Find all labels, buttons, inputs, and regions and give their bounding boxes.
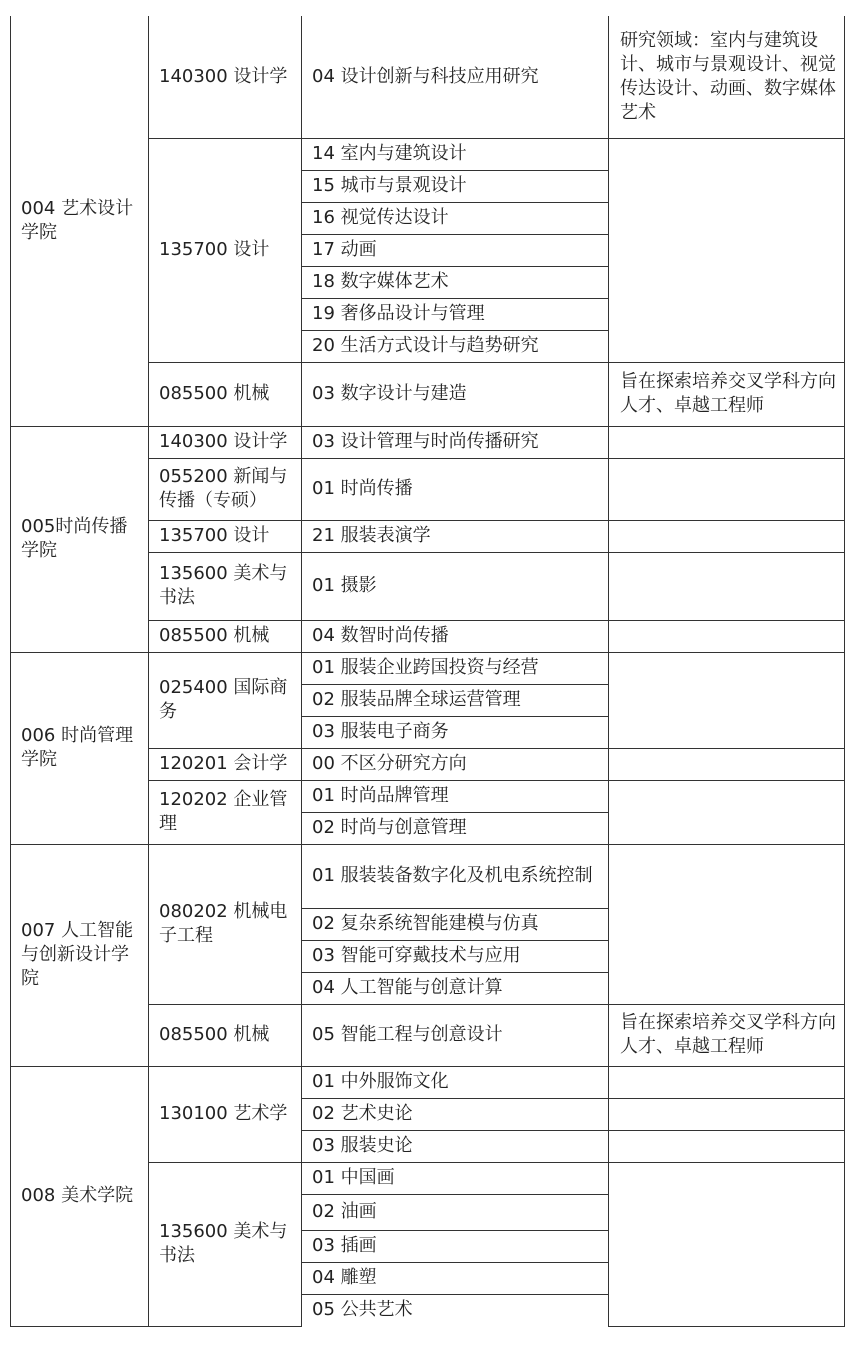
note-cell	[609, 458, 845, 520]
direction-cell: 18 数字媒体艺术	[302, 266, 609, 298]
direction-cell: 03 数字设计与建造	[302, 362, 609, 426]
college-cell: 008 美术学院	[11, 1066, 149, 1326]
direction-cell: 01 服装装备数字化及机电系统控制	[302, 844, 609, 908]
college-cell: 004 艺术设计学院	[11, 16, 149, 426]
note-cell	[609, 1162, 845, 1326]
note-cell	[609, 1098, 845, 1130]
direction-cell: 00 不区分研究方向	[302, 748, 609, 780]
note-cell	[609, 620, 845, 652]
note-cell	[609, 1066, 845, 1098]
direction-cell: 15 城市与景观设计	[302, 170, 609, 202]
direction-cell: 02 服装品牌全球运营管理	[302, 684, 609, 716]
major-cell: 135700 设计	[149, 520, 302, 552]
direction-cell: 02 艺术史论	[302, 1098, 609, 1130]
direction-cell: 01 中国画	[302, 1162, 609, 1194]
note-cell: 旨在探索培养交叉学科方向人才、卓越工程师	[609, 1004, 845, 1066]
college-cell: 006 时尚管理学院	[11, 652, 149, 844]
direction-cell: 02 复杂系统智能建模与仿真	[302, 908, 609, 940]
direction-cell: 04 数智时尚传播	[302, 620, 609, 652]
major-cell: 085500 机械	[149, 620, 302, 652]
note-cell	[609, 748, 845, 780]
major-cell: 025400 国际商务	[149, 652, 302, 748]
note-cell	[609, 520, 845, 552]
college-cell: 007 人工智能与创新设计学院	[11, 844, 149, 1066]
direction-cell: 03 插画	[302, 1230, 609, 1262]
direction-cell: 05 智能工程与创意设计	[302, 1004, 609, 1066]
note-cell	[609, 652, 845, 748]
direction-cell: 14 室内与建筑设计	[302, 138, 609, 170]
direction-cell: 03 服装史论	[302, 1130, 609, 1162]
direction-cell: 01 时尚传播	[302, 458, 609, 520]
note-cell	[609, 138, 845, 362]
note-cell: 研究领域：室内与建筑设计、城市与景观设计、视觉传达设计、动画、数字媒体艺术	[609, 16, 845, 138]
direction-cell: 17 动画	[302, 234, 609, 266]
direction-cell: 03 服装电子商务	[302, 716, 609, 748]
note-cell	[609, 844, 845, 1004]
note-cell	[609, 1130, 845, 1162]
direction-cell: 04 雕塑	[302, 1262, 609, 1294]
direction-cell: 16 视觉传达设计	[302, 202, 609, 234]
direction-cell: 04 设计创新与科技应用研究	[302, 16, 609, 138]
college-cell: 005时尚传播学院	[11, 426, 149, 652]
major-cell: 140300 设计学	[149, 426, 302, 458]
enrollment-table	[10, 16, 845, 1327]
direction-cell: 01 服装企业跨国投资与经营	[302, 652, 609, 684]
direction-cell: 19 奢侈品设计与管理	[302, 298, 609, 330]
direction-cell: 03 设计管理与时尚传播研究	[302, 426, 609, 458]
major-cell: 085500 机械	[149, 1004, 302, 1066]
major-cell: 080202 机械电子工程	[149, 844, 302, 1004]
direction-cell: 04 人工智能与创意计算	[302, 972, 609, 1004]
direction-cell: 02 时尚与创意管理	[302, 812, 609, 844]
direction-cell: 21 服装表演学	[302, 520, 609, 552]
direction-cell: 05 公共艺术	[302, 1294, 609, 1326]
note-cell: 旨在探索培养交叉学科方向人才、卓越工程师	[609, 362, 845, 426]
major-cell: 130100 艺术学	[149, 1066, 302, 1162]
note-cell	[609, 426, 845, 458]
major-cell: 085500 机械	[149, 362, 302, 426]
direction-cell: 02 油画	[302, 1194, 609, 1230]
note-cell	[609, 780, 845, 844]
direction-cell: 01 时尚品牌管理	[302, 780, 609, 812]
note-cell	[609, 552, 845, 620]
major-cell: 140300 设计学	[149, 16, 302, 138]
direction-cell: 20 生活方式设计与趋势研究	[302, 330, 609, 362]
major-cell: 135700 设计	[149, 138, 302, 362]
major-cell: 055200 新闻与传播（专硕）	[149, 458, 302, 520]
major-cell: 120202 企业管理	[149, 780, 302, 844]
direction-cell: 01 摄影	[302, 552, 609, 620]
major-cell: 135600 美术与书法	[149, 552, 302, 620]
major-cell: 120201 会计学	[149, 748, 302, 780]
direction-cell: 03 智能可穿戴技术与应用	[302, 940, 609, 972]
major-cell: 135600 美术与书法	[149, 1162, 302, 1326]
direction-cell: 01 中外服饰文化	[302, 1066, 609, 1098]
